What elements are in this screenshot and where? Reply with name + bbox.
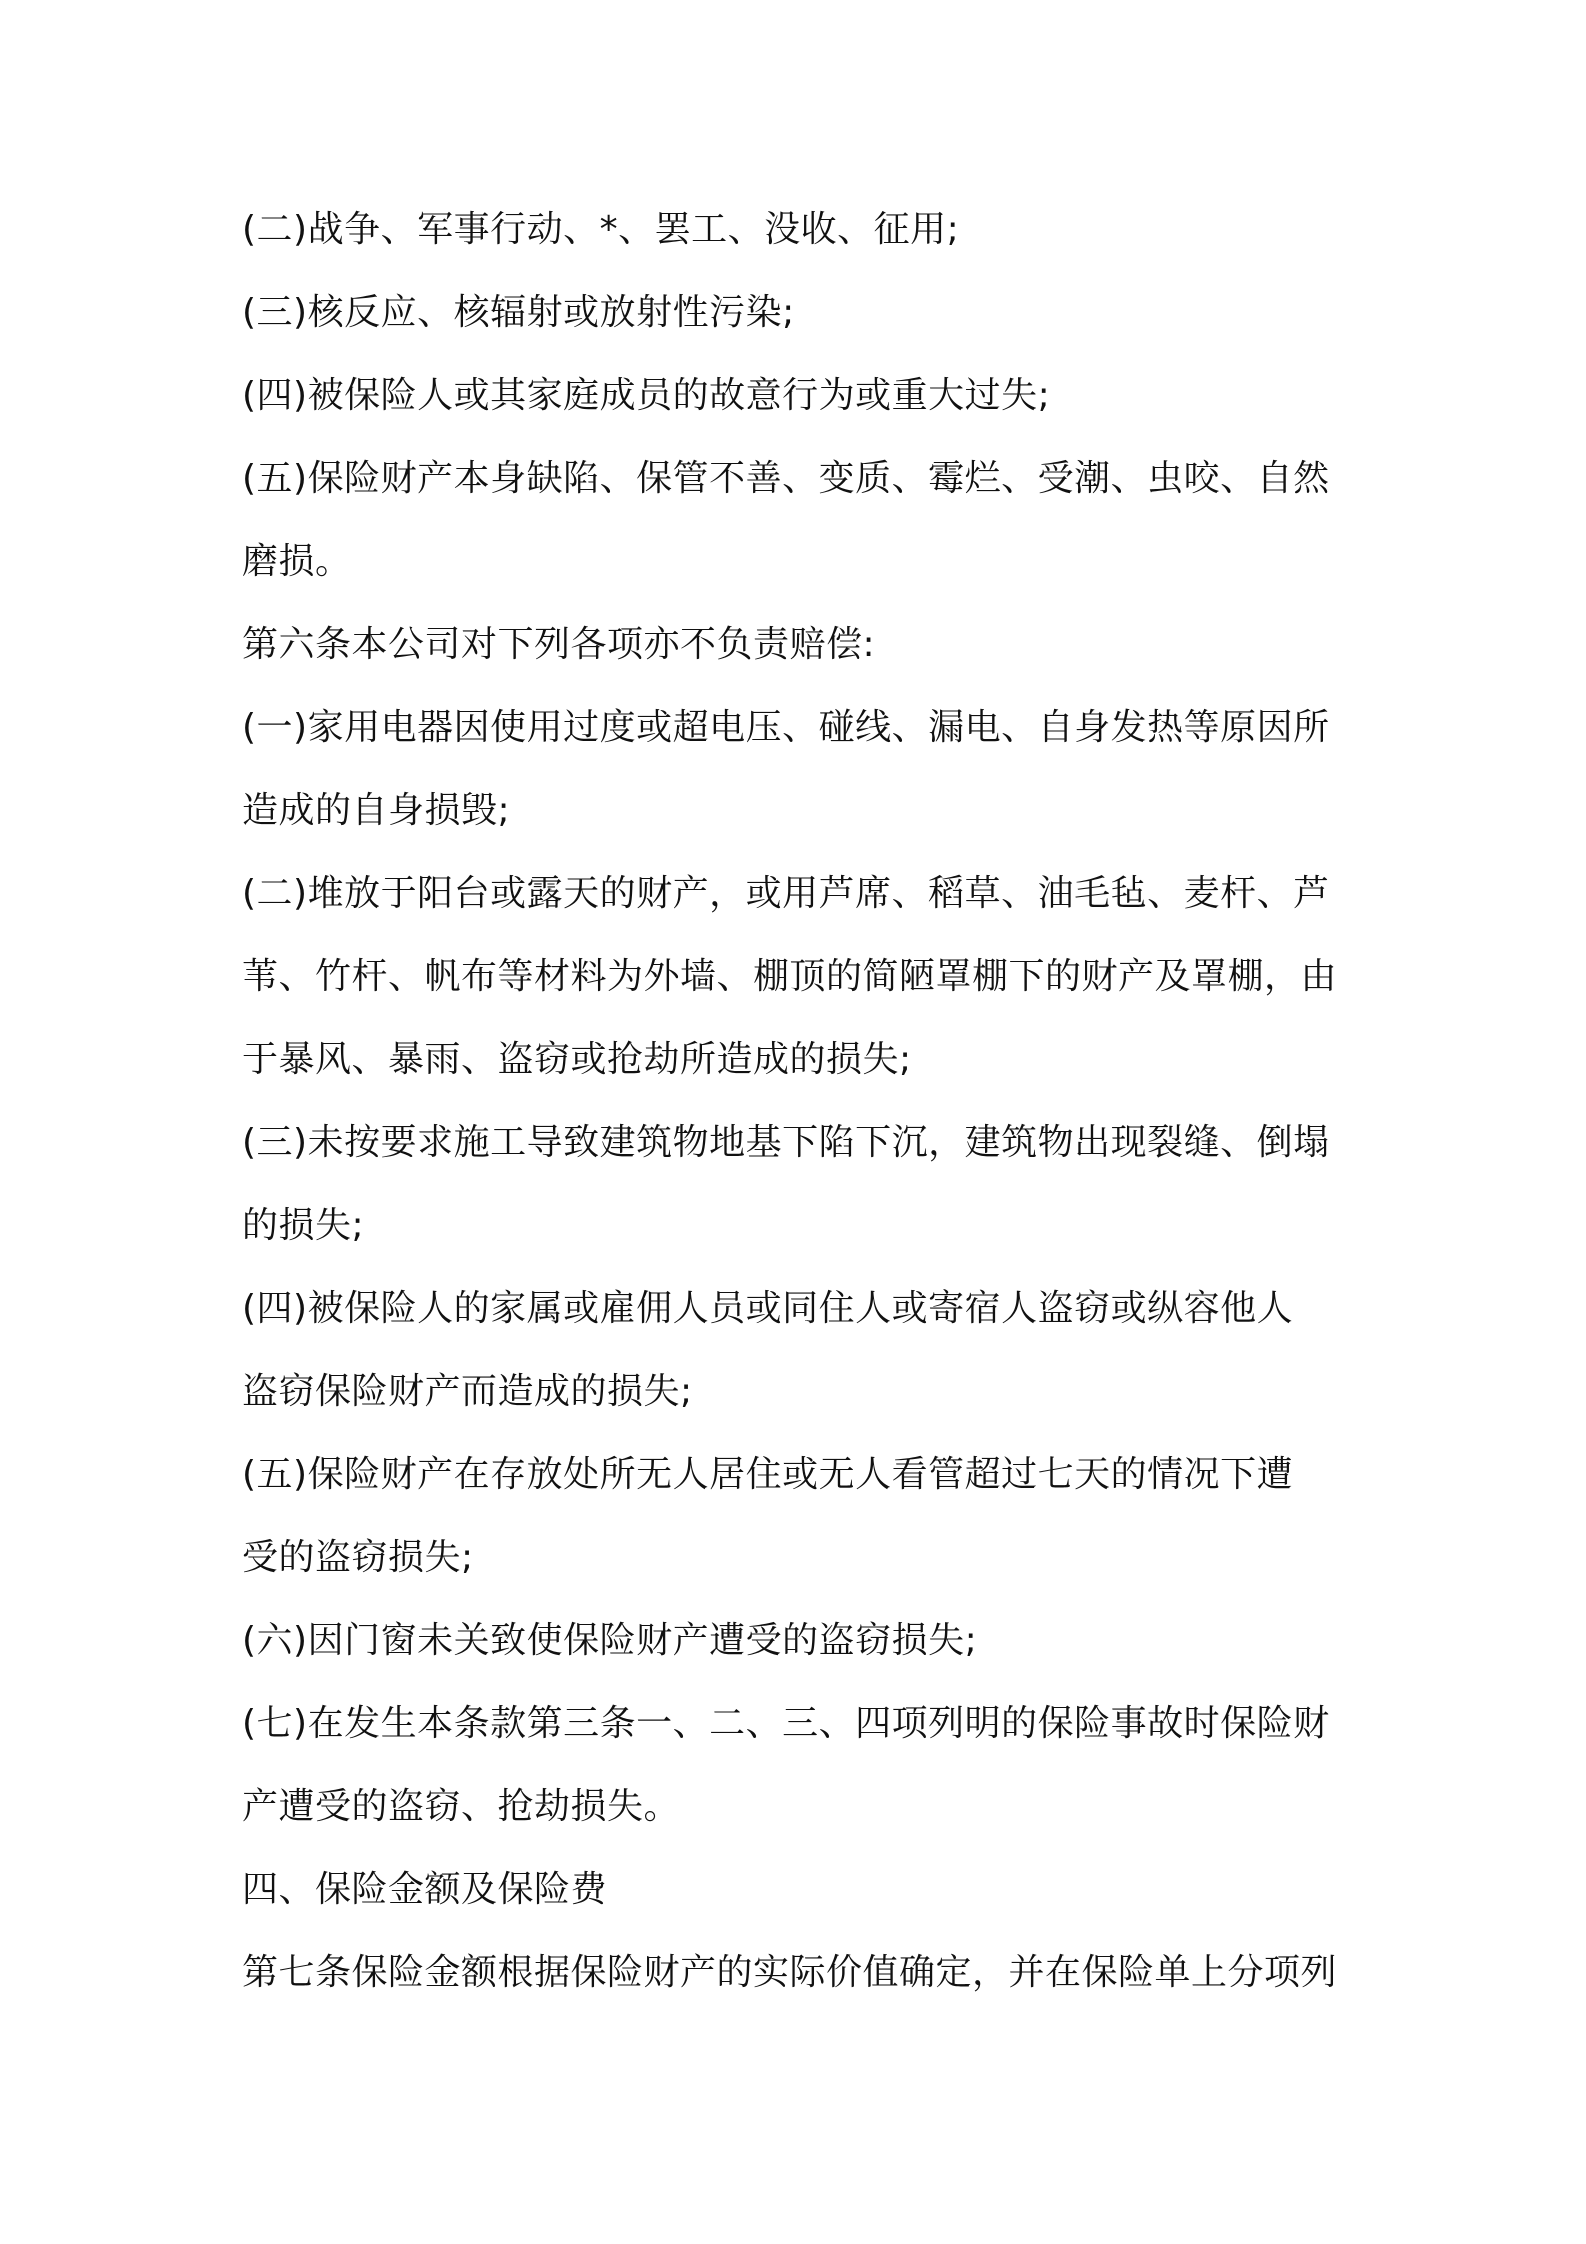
text-line: 于暴风、暴雨、盗窃或抢劫所造成的损失;: [242, 1039, 912, 1080]
text-line: (六)因门窗未关致使保险财产遭受的盗窃损失;: [242, 1620, 978, 1661]
text-line: 第六条本公司对下列各项亦不负责赔偿:: [242, 624, 876, 665]
text-line: (三)未按要求施工导致建筑物地基下陷下沉，建筑物出现裂缝、倒塌: [242, 1122, 1330, 1163]
text-line: (四)被保险人的家属或雇佣人员或同住人或寄宿人盗窃或纵容他人: [242, 1288, 1294, 1329]
text-line: 产遭受的盗窃、抢劫损失。: [242, 1786, 681, 1827]
text-line: (五)保险财产本身缺陷、保管不善、变质、霉烂、受潮、虫咬、自然: [242, 458, 1330, 499]
text-line: (三)核反应、核辐射或放射性污染;: [242, 292, 795, 333]
text-line: 第七条保险金额根据保险财产的实际价值确定，并在保险单上分项列: [242, 1952, 1338, 1993]
text-line: 造成的自身损毁;: [242, 790, 511, 831]
text-line: (二)战争、军事行动、*、罢工、没收、征用;: [242, 209, 960, 250]
text-line: (二)堆放于阳台或露天的财产，或用芦席、稻草、油毛毡、麦杆、芦: [242, 873, 1330, 914]
text-line: 的损失;: [242, 1205, 365, 1246]
text-line: 苇、竹杆、帆布等材料为外墙、棚顶的简陋罩棚下的财产及罩棚，由: [242, 956, 1338, 997]
section-heading: 四、保险金额及保险费: [242, 1869, 608, 1910]
text-line: (七)在发生本条款第三条一、二、三、四项列明的保险事故时保险财: [242, 1703, 1330, 1744]
text-line: 盗窃保险财产而造成的损失;: [242, 1371, 693, 1412]
text-line: (四)被保险人或其家庭成员的故意行为或重大过失;: [242, 375, 1051, 416]
text-line: 磨损。: [242, 541, 352, 582]
text-line: 受的盗窃损失;: [242, 1537, 474, 1578]
text-line: (一)家用电器因使用过度或超电压、碰线、漏电、自身发热等原因所: [242, 707, 1330, 748]
text-line: (五)保险财产在存放处所无人居住或无人看管超过七天的情况下遭: [242, 1454, 1294, 1495]
